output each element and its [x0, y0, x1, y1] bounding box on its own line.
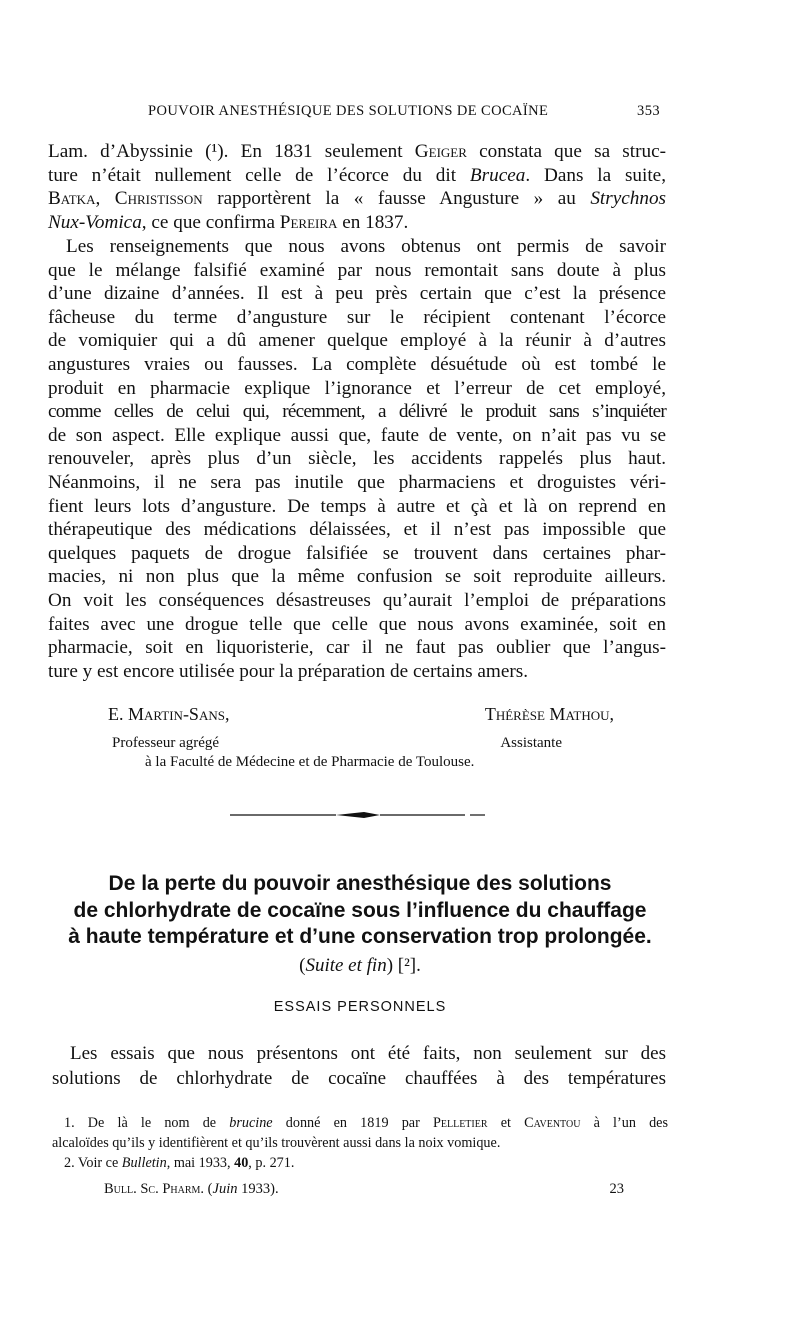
text-line: Néanmoins, il ne sera pas inutile que pharmaciens et droguistes véri- — [48, 471, 666, 493]
text-line: quelques paquets de drogue falsifiée se trouvent dans certaines phar- — [48, 542, 666, 564]
text-line: macies, ni non plus que la même confusion se soit reproduite ailleurs. — [48, 566, 666, 588]
text-line: Batka, Christisson rapportèrent la « fausse Angusture » au Strychnos — [48, 188, 667, 210]
footnotes — [52, 1113, 668, 1173]
article-title-line: de chlorhydrate de cocaïne sous l’influence du chauffage — [73, 898, 647, 922]
paragraph-angusture-history — [48, 140, 666, 234]
text-line: Les essais que nous présentons ont été faits, non seulement sur des — [70, 1043, 666, 1064]
text-line: produit en pharmacie explique l’ignorance et l’erreur de cet employé, — [48, 377, 666, 399]
author-affiliation: à la Faculté de Médecine et de Pharmacie de Toulouse. — [145, 754, 475, 770]
article-title-line: à haute température et d’une conservation trop prolongée. — [68, 925, 652, 948]
text-line: fient leurs lots d’angusture. De temps à autre et çà et là on reprend en — [48, 495, 666, 517]
author-name: Batka — [48, 188, 96, 210]
author-name: Geiger — [414, 141, 467, 162]
footnote-ref-1[interactable]: (¹) — [205, 141, 224, 162]
text-line: ture n’était nullement celle de l’écorce du dit Brucea. Dans la suite, — [48, 164, 666, 186]
author-signature-left: E. Martin-Sans, — [108, 704, 230, 724]
section-divider-ornament — [230, 808, 485, 822]
text-line: pharmacie, soit en liquoristerie, car il ne faut pas oublier que l’angus- — [48, 637, 666, 659]
text-line: de son aspect. Elle explique aussi que, faute de vente, on n’ait pas vu se — [48, 424, 666, 446]
text-line: renouveler, après plus d’un siècle, les accidents rappelés plus haut. — [48, 448, 666, 470]
article-subtitle: (Suite et fin) [²]. — [299, 955, 421, 976]
sheet-signature: 23 — [609, 1181, 624, 1197]
text-line: Les renseignements que nous avons obtenus ont permis de savoir — [66, 236, 666, 257]
running-head — [148, 103, 660, 125]
text-line: On voit les conséquences désastreuses qu’aurait l’emploi de préparations — [48, 589, 666, 611]
text-line: Nux-Vomica, ce que confirma Pereira en 1837. — [48, 211, 409, 233]
page-number: 353 — [637, 103, 660, 119]
text-line: faites avec une drogue telle que celle que nous avons examinée, soit en — [48, 613, 666, 635]
species-name: Brucea — [469, 164, 526, 186]
text-line: comme celles de celui qui, récemment, a délivré le produit sans s’inquiéter — [48, 401, 666, 423]
footnote-1-continued: alcaloïdes qu’ils y identifièrent et qu’ils trouvèrent aussi dans la noix vomique. — [52, 1135, 501, 1151]
text-line: fâcheuse du terme d’angusture sur le récipient contenant l’écorce — [48, 306, 666, 328]
running-head-title: POUVOIR ANESTHÉSIQUE DES SOLUTIONS DE COCAÏNE — [148, 103, 549, 119]
paragraph-renseignements — [48, 235, 666, 683]
author-name: Pereira — [279, 211, 338, 233]
text-line: solutions de chlorhydrate de cocaïne chauffées à des températures — [52, 1068, 666, 1089]
text-line: de vomiquier qui a dû amener quelque employé à la réunir à d’autres — [48, 330, 666, 352]
text-line: que le mélange falsifié examiné par nous remontait sans doute à plus — [48, 259, 666, 281]
text-line: thérapeutique des médications délaissées, et il n’est pas impossible que — [48, 519, 666, 541]
author-role-right: Assistante — [500, 735, 562, 751]
text-line: ture y est encore utilisée pour la préparation de certains amers. — [48, 660, 529, 682]
article-title — [40, 871, 680, 951]
author-role-left: Professeur agrégé — [112, 735, 220, 751]
text-line: d’une dizaine d’années. Il est à peu près certain que c’est la présence — [48, 283, 666, 305]
species-name: Nux-Vomica — [48, 211, 142, 233]
footnote-2: 2. Voir ce Bulletin, mai 1933, 40, p. 271. — [64, 1155, 295, 1171]
author-signature-right: Thérèse Mathou, — [484, 704, 614, 724]
footnote-1: 1. De là le nom de brucine donné en 1819 par Pelletier et Caventou à l’un des — [64, 1115, 668, 1131]
journal-citation: Bull. Sc. Pharm. (Juin 1933). — [104, 1181, 279, 1197]
paragraph-essais — [52, 1041, 666, 1091]
author-name: Christisson — [114, 188, 203, 210]
article-title-line: De la perte du pouvoir anesthésique des solutions — [108, 872, 612, 895]
species-name: Strychnos — [590, 188, 667, 210]
text-line: angustures vraies ou fausses. La complète désuétude où est tombé le — [48, 353, 666, 375]
section-heading: ESSAIS PERSONNELS — [273, 999, 447, 1015]
text-line: Lam. d’Abyssinie (¹). En 1831 seulement Geiger constata que sa struc- — [48, 141, 666, 162]
